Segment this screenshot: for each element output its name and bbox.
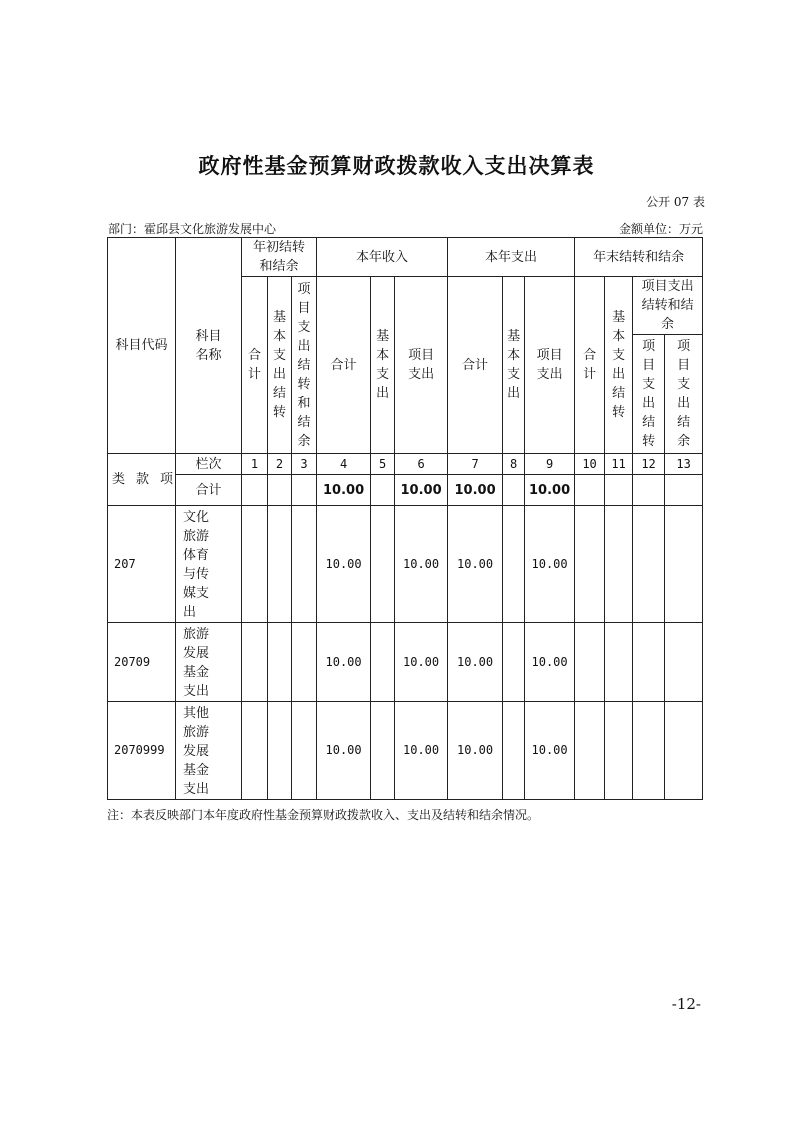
row-code: 20709 [108,623,176,702]
row-income-total: 10.00 [317,506,371,623]
row-income-project: 10.00 [395,506,448,623]
header-expense-basic: 基本支出 [503,277,525,454]
header-expense-total: 合计 [448,277,503,454]
header-income-total: 合计 [317,277,371,454]
header-end-basic: 基本支出结转 [605,277,633,454]
total-label: 合计 [176,475,242,506]
row-name: 其他旅游发展基金支出 [176,702,242,800]
header-income-project: 项目支出 [395,277,448,454]
row-income-project: 10.00 [395,623,448,702]
fund-budget-table [107,237,703,800]
row-expense-project: 10.00 [525,506,575,623]
column-number: 5 [371,454,395,475]
total-income-project: 10.00 [395,475,448,506]
header-end-total: 合计 [575,277,605,454]
row-name: 旅游发展基金支出 [176,623,242,702]
header-income-basic: 基本支出 [371,277,395,454]
class-section-item-header [108,454,176,506]
section-label: 款 [136,472,150,487]
row-expense-project: 10.00 [525,623,575,702]
table-number: 公开 07 表 [646,195,705,209]
header-expense-project: 项目支出 [525,277,575,454]
row-income-total: 10.00 [317,702,371,800]
page-number: -12- [671,995,701,1013]
row-code: 207 [108,506,176,623]
header-begin-project: 项目支出结转和结余 [292,277,317,454]
row-code: 2070999 [108,702,176,800]
unit-label: 金额单位：万元 [618,222,703,236]
column-number: 13 [665,454,703,475]
total-income-total: 10.00 [317,475,371,506]
header-begin-basic: 基本支出结转 [268,277,292,454]
lanci-label: 栏次 [176,454,242,475]
column-number: 6 [395,454,448,475]
department-label: 部门：霍邱县文化旅游发展中心 [108,222,277,236]
table-row [108,506,703,623]
row-income-project: 10.00 [395,702,448,800]
header-end-project-carry: 项目支出结转 [633,335,665,454]
header-income-group: 本年收入 [317,238,448,277]
column-number: 10 [575,454,605,475]
row-expense-total: 10.00 [448,702,503,800]
class-label: 类 [112,472,126,487]
table-note: 注：本表反映部门本年度政府性基金预算财政拨款收入、支出及结转和结余情况。 [107,808,540,822]
header-code: 科目代码 [108,238,176,454]
header-begin-total: 合计 [242,277,268,454]
header-begin-group: 年初结转和结余 [242,238,317,277]
header-end-group: 年末结转和结余 [575,238,703,277]
row-income-total: 10.00 [317,623,371,702]
column-number: 12 [633,454,665,475]
column-number: 3 [292,454,317,475]
header-end-project-group: 项目支出结转和结余 [633,277,703,335]
column-number: 1 [242,454,268,475]
total-expense-project: 10.00 [525,475,575,506]
column-number: 2 [268,454,292,475]
column-number: 9 [525,454,575,475]
page-title: 政府性基金预算财政拨款收入支出决算表 [198,154,595,178]
column-number: 4 [317,454,371,475]
row-expense-total: 10.00 [448,506,503,623]
table-row [108,623,703,702]
column-number: 7 [448,454,503,475]
total-expense-total: 10.00 [448,475,503,506]
row-expense-project: 10.00 [525,702,575,800]
table-row [108,702,703,800]
column-number: 8 [503,454,525,475]
item-label: 项 [160,472,174,487]
header-expense-group: 本年支出 [448,238,575,277]
total-row [108,475,703,506]
header-name: 科目名称 [176,238,242,454]
row-name: 文化旅游体育与传媒支出 [176,506,242,623]
header-end-project-surplus: 项目支出结余 [665,335,703,454]
column-number: 11 [605,454,633,475]
row-expense-total: 10.00 [448,623,503,702]
